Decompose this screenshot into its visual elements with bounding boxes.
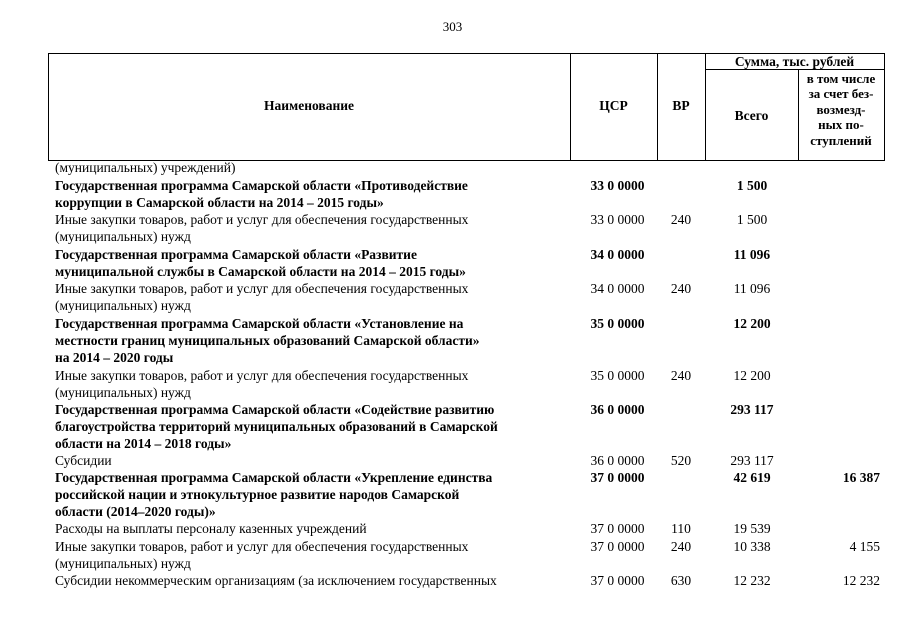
row-total: 1 500 xyxy=(736,178,768,193)
row-name: Иные закупки товаров, работ и услуг для обеспечения государственных (муниципальных) нужд xyxy=(55,212,469,244)
page-number: 303 xyxy=(442,19,463,34)
header-grant-line: в том числе xyxy=(806,71,876,86)
row-csr: 37 0 0000 xyxy=(590,521,645,536)
row-total: 1 500 xyxy=(736,212,768,227)
row-name: Расходы на выплаты персоналу казенных учреждений xyxy=(55,521,367,536)
header-grant-line: за счет без- xyxy=(808,86,874,102)
row-name: Субсидии некоммерческим организациям (за исключением государственных xyxy=(55,573,497,588)
row-csr: 34 0 0000 xyxy=(590,281,645,296)
row-vr: 630 xyxy=(670,573,692,588)
row-total: 19 539 xyxy=(733,521,771,536)
row-name: Иные закупки товаров, работ и услуг для обеспечения государственных (муниципальных) нужд xyxy=(55,368,469,400)
header-csr: ЦСР xyxy=(599,98,628,113)
header-sum-title: Сумма, тыс. рублей xyxy=(734,54,855,69)
row-csr: 33 0 0000 xyxy=(590,178,645,193)
row-name: Государственная программа Самарской области «Противодействие коррупции в Самарской области на 2014 – 2015 годы» xyxy=(55,178,468,210)
row-name: Государственная программа Самарской области «Развитие муниципальной службы в Самарской области на 2014 – 2015 годы» xyxy=(55,247,466,279)
row-csr: 35 0 0000 xyxy=(590,368,645,383)
row-csr: 35 0 0000 xyxy=(590,316,645,331)
row-grant: 16 387 xyxy=(842,470,880,485)
right-border xyxy=(884,53,885,161)
row-total: 293 117 xyxy=(730,453,774,468)
row-csr: 36 0 0000 xyxy=(590,402,645,417)
row-name: Субсидии xyxy=(55,453,112,468)
row-name: (муниципальных) учреждений) xyxy=(55,160,236,175)
row-total: 11 096 xyxy=(733,247,771,262)
row-total: 42 619 xyxy=(733,470,771,485)
row-vr: 240 xyxy=(670,212,692,227)
header-name: Наименование xyxy=(264,98,354,113)
row-name: Иные закупки товаров, работ и услуг для обеспечения государственных (муниципальных) нужд xyxy=(55,281,469,313)
row-name: Государственная программа Самарской области «Установление на местности границ муниципальных образований Самарской области» на 2014 – 2020 годы xyxy=(55,316,480,365)
row-total: 12 200 xyxy=(733,368,771,383)
row-vr: 520 xyxy=(670,453,692,468)
row-vr: 240 xyxy=(670,281,692,296)
header-grant-line: ступлений xyxy=(810,132,872,148)
row-name: Государственная программа Самарской области «Содействие развитию благоустройства территорий муниципальных образований в Самарской области на 2014 – 2018 годы» xyxy=(55,402,498,451)
header-vr: ВР xyxy=(672,98,690,113)
header-grant-line: возмезд- xyxy=(816,101,866,117)
row-total: 293 117 xyxy=(730,402,774,417)
row-name: Иные закупки товаров, работ и услуг для обеспечения государственных (муниципальных) нужд xyxy=(55,539,469,571)
row-grant: 4 155 xyxy=(849,539,880,554)
row-csr: 37 0 0000 xyxy=(590,573,645,588)
row-csr: 33 0 0000 xyxy=(590,212,645,227)
row-name: Государственная программа Самарской области «Укрепление единства российской нации и этнокультурное развитие народов Самарской области (2014–2020 годы)» xyxy=(55,470,493,519)
row-total: 10 338 xyxy=(733,539,771,554)
row-grant: 12 232 xyxy=(842,573,880,588)
row-csr: 34 0 0000 xyxy=(590,247,645,262)
row-csr: 37 0 0000 xyxy=(590,470,645,485)
row-vr: 240 xyxy=(670,539,692,554)
row-total: 12 232 xyxy=(733,573,771,588)
row-total: 12 200 xyxy=(733,316,771,331)
header-total: Всего xyxy=(734,108,769,123)
row-vr: 110 xyxy=(671,521,691,536)
row-csr: 37 0 0000 xyxy=(590,539,645,554)
row-vr: 240 xyxy=(670,368,692,383)
header-grant-line: ных по- xyxy=(818,117,864,133)
row-total: 11 096 xyxy=(733,281,771,296)
header-grant xyxy=(798,71,884,148)
row-csr: 36 0 0000 xyxy=(590,453,645,468)
